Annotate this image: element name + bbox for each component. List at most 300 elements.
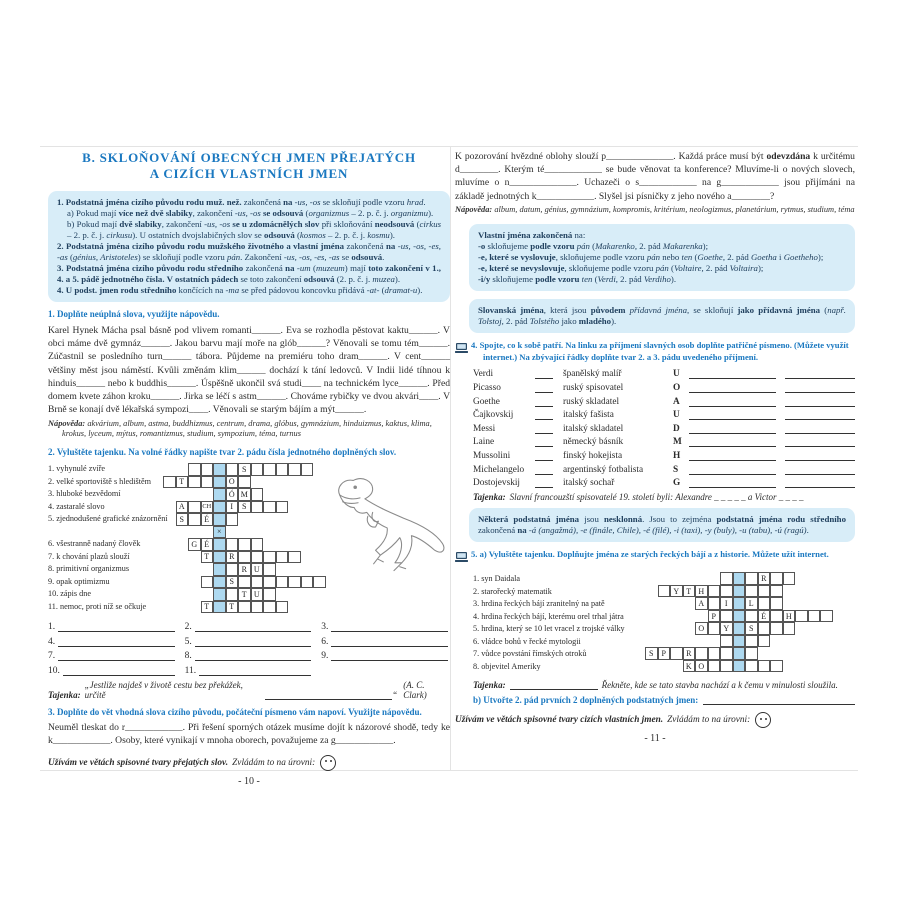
crossword-highlight-cell xyxy=(213,601,226,614)
match-blank-line xyxy=(535,424,553,434)
crossword-cell xyxy=(745,585,758,598)
grammar-rule-line: -o skloňujeme podle vzoru pán (Makarenko, 2. pád Makarenka); xyxy=(478,240,709,251)
crossword-cell: R xyxy=(683,647,696,660)
crossword-cell xyxy=(188,476,201,489)
crossword-highlight-cell xyxy=(733,597,746,610)
person-description: italský sochař xyxy=(563,478,615,489)
crossword-cell xyxy=(238,601,251,614)
case-3-blank-line xyxy=(785,410,855,420)
person-name: Mussolini xyxy=(473,450,511,461)
answer-number: 8. xyxy=(184,651,192,662)
crossword-clue: 6. vládce bohů v řecké mytologii xyxy=(473,636,581,646)
crossword-cell xyxy=(201,476,214,489)
answer-number: 5. xyxy=(184,636,192,647)
crossword-cell: Y xyxy=(670,585,683,598)
self-assessment-suffix: Zvládám to na úrovni: xyxy=(232,757,316,768)
crossword-cell xyxy=(745,572,758,585)
crossword-cell xyxy=(276,601,289,614)
crossword-cell xyxy=(238,576,251,589)
crossword-cell xyxy=(720,660,733,673)
crossword-cell xyxy=(188,513,201,526)
crossword-cell xyxy=(238,538,251,551)
case-3-blank-line xyxy=(785,465,855,475)
exercise-5b-heading: b) Utvořte 2. pád prvních 2 doplněných podstatných jmen: xyxy=(473,695,699,706)
crossword-cell: S xyxy=(745,622,758,635)
answer-blank-line xyxy=(331,650,448,661)
grammar-rule-line: Vlastní jména zakončená na: xyxy=(478,229,586,240)
case-3-blank-line xyxy=(785,397,855,407)
crossword-highlight-cell xyxy=(213,563,226,576)
exercise-4-heading: 4. Spojte, co k sobě patří. Na linku za příjmení slavných osob doplňte patřičné písmeno. (Můžete využít internet.) Na zbývající řádky doplňte tvar 2. a 3. pádu uvedeného příjmení. xyxy=(471,340,849,362)
self-assessment-text: Užívám ve větách spisovné tvary cizích vlastních jmen. xyxy=(455,715,664,726)
crossword-cell xyxy=(695,647,708,660)
answer-blank-line xyxy=(58,636,175,647)
crossword-cell xyxy=(263,576,276,589)
self-assessment-left xyxy=(48,755,450,771)
crossword-highlight-cell xyxy=(733,660,746,673)
answer-row xyxy=(48,650,450,661)
crossword-cell: S xyxy=(238,463,251,476)
crossword-clue: 5. zjednodušené grafické znázornění xyxy=(48,514,168,524)
crossword-cell: L xyxy=(745,597,758,610)
crossword-2-grid xyxy=(645,572,835,674)
crossword-cell xyxy=(770,585,783,598)
person-description: italský fašista xyxy=(563,410,614,421)
crossword-cell xyxy=(238,551,251,564)
crossword-clue: 8. primitivní organizmus xyxy=(48,564,130,574)
intro-fill-text: K pozorování hvězdné oblohy slouží p______________. Každá práce musí být odevzdána k určitému d________. Kterým té____________ se bude věnovat ta konference? Mluvíme-li o nových slovech, mluvíme o n______________. Uchazeči o s____________ na g____________ jsou přijímáni na základě jednotných k____________. Slyšel jsi písničky z jeho nového a________? xyxy=(455,151,855,202)
crossword-cell xyxy=(313,576,326,589)
grammar-rule-line: -e, které se nevyslovuje, skloňujeme podle vzoru pán (Voltaire, 2. pád Voltaira); xyxy=(478,263,764,274)
proper-names-box xyxy=(469,224,855,291)
case-3-blank-line xyxy=(785,478,855,488)
crossword-highlight-cell xyxy=(213,588,226,601)
match-row xyxy=(455,379,855,393)
answer-blank-line xyxy=(58,621,175,632)
answer-blank-line xyxy=(195,650,312,661)
computer-icon xyxy=(455,549,471,568)
crossword-cell: G xyxy=(188,538,201,551)
crossword-clue: 9. opak optimizmu xyxy=(48,576,110,586)
crossword-cell: U xyxy=(251,563,264,576)
case-2-blank-line xyxy=(689,383,776,393)
crossword-cell: R xyxy=(238,563,251,576)
crossword-cell: I xyxy=(226,501,239,514)
left-page xyxy=(48,150,450,787)
case-2-blank-line xyxy=(689,437,776,447)
hint-label: Nápověda: xyxy=(455,204,493,214)
case-3-blank-line xyxy=(785,424,855,434)
crossword-clue: 5. hrdina, který se 10 let vracel z trojské války xyxy=(473,624,625,634)
answer-item xyxy=(321,636,448,647)
crossword-cell: Y xyxy=(720,622,733,635)
crossword-highlight-cell xyxy=(213,538,226,551)
answer-item xyxy=(185,621,312,632)
crossword-cell xyxy=(708,585,721,598)
crossword-cell xyxy=(820,610,833,623)
crossword-cell xyxy=(263,563,276,576)
answer-letter: H xyxy=(673,450,681,461)
crossword-cell xyxy=(758,622,771,635)
answer-number: 6. xyxy=(321,636,329,647)
case-2-blank-line xyxy=(689,397,776,407)
crossword-clue: 3. hrdina řeckých bájí zranitelný na patě xyxy=(473,599,605,609)
crossword-highlight-cell xyxy=(733,647,746,660)
intro-hint xyxy=(455,205,855,216)
answer-row xyxy=(48,665,450,676)
answer-blank-line xyxy=(331,636,448,647)
crossword-cell: S xyxy=(645,647,658,660)
crossword-cell: T xyxy=(201,601,214,614)
crossword-cell: S xyxy=(176,513,189,526)
crossword-highlight-cell xyxy=(213,501,226,514)
answer-item xyxy=(48,636,175,647)
crossword-clue: 2. starořecký matematik xyxy=(473,586,552,596)
crossword-cell xyxy=(783,622,796,635)
crossword-cell: Ó xyxy=(226,488,239,501)
crossword-cell xyxy=(251,551,264,564)
crossword-cell xyxy=(770,597,783,610)
self-assessment-suffix: Zvládám to na úrovni: xyxy=(667,715,751,726)
answer-item xyxy=(185,636,312,647)
crossword-cell xyxy=(720,572,733,585)
crossword-cell xyxy=(770,572,783,585)
self-assessment-right xyxy=(455,712,855,728)
crossword-cell xyxy=(745,635,758,648)
crossword-cell xyxy=(758,660,771,673)
crossword-highlight-cell xyxy=(213,476,226,489)
tajenka-close-quote: “ xyxy=(392,689,398,700)
exercise-5-heading: 5. a) Vyluštěte tajenku. Doplňujte jména ze starých řeckých bájí a z historie. Můžete užít internet. xyxy=(471,549,829,560)
grammar-rule-line: 1. Podstatná jména cizího původu rodu muž. než. zakončená na -us, -os se skloňují podle vzoru hrad. xyxy=(57,196,426,207)
crossword-cell xyxy=(720,635,733,648)
grammar-rule-line: 4. U podst. jmen rodu středního končících na -ma se před pádovou koncovku přidává -at- (dramat-u). xyxy=(57,285,423,296)
crossword-clue: 1. vyhynulé zvíře xyxy=(48,464,106,474)
grammar-rule-line: -e, které se vyslovuje, skloňujeme podle vzoru pán nebo ten (Goethe, 2. pád Goetha i Goetheho); xyxy=(478,252,824,263)
exercise-1-text: Karel Hynek Mácha psal básně pod vlivem romanti______. Eva se rozhodla pěstovat kaktu______. V obci máme dvě gymnáz______. Jakou barvu mají moře na glób______? Věnovali se tomu tém______. Zúčastnil se posledního turn______ tábora. Půjdeme na premiéru toho dram______. V cent______ většiny měst jsou náměstí. Kvůli změnám klim______ dochází k tání ledovců. V Indii lidé tíhnou k hinduis______ nebo k buddhis______. Úspěšně ukončil svá studi____ na technickém lyce______. Před domem kvete záhon kroku______. Jirka se léčí s astm______. Chováme rybičky ve dvou akvári____. V Brně se konají dvě lékařská sympozi____. Věnovali se starým bájím a mýt______. xyxy=(48,324,450,416)
crossword-highlight-cell: × xyxy=(213,526,226,539)
crossword-cell: P xyxy=(658,647,671,660)
crossword-cell xyxy=(226,513,239,526)
crossword-cell: R xyxy=(226,551,239,564)
crossword-clue: 8. objevitel Ameriky xyxy=(473,661,541,671)
right-page xyxy=(455,150,855,744)
answer-number: 3. xyxy=(321,622,329,633)
crossword-cell: O xyxy=(695,622,708,635)
crossword-cell xyxy=(238,476,251,489)
crossword-clue: 7. vůdce povstání římských otroků xyxy=(473,649,587,659)
crossword-cell xyxy=(301,463,314,476)
clues-1-5 xyxy=(48,463,168,526)
answer-blank-line xyxy=(331,621,448,632)
person-description: italský skladatel xyxy=(563,423,624,434)
match-blank-line xyxy=(535,397,553,407)
crossword-cell xyxy=(720,610,733,623)
match-blank-line xyxy=(535,478,553,488)
person-name: Verdi xyxy=(473,369,494,380)
grammar-rule-line: 3. Podstatná jména cizího původu rodu středního zakončená na -um (muzeum) mají toto zakončení v 1., 4. a 5. pádě jednotného čísla. V ostatních pádech se toto zakončení odsouvá (2. p. č. j. muzea). xyxy=(57,262,441,285)
crossword-cell xyxy=(201,463,214,476)
crossword-cell xyxy=(670,647,683,660)
crossword-cell xyxy=(720,585,733,598)
crossword-cell xyxy=(201,576,214,589)
answer-blank-line xyxy=(199,665,311,676)
crossword-cell xyxy=(263,501,276,514)
crossword-cell: K xyxy=(683,660,696,673)
case-3-blank-line xyxy=(785,437,855,447)
crossword-cell: H xyxy=(695,585,708,598)
crossword-cell xyxy=(276,551,289,564)
crossword-highlight-cell xyxy=(213,551,226,564)
tajenka-blank-line xyxy=(510,680,598,690)
crossword-cell xyxy=(288,463,301,476)
answer-item xyxy=(48,650,175,661)
self-assessment-text: Užívám ve větách spisovné tvary přejatých slov. xyxy=(48,757,229,768)
crossword-cell xyxy=(770,610,783,623)
person-description: španělský malíř xyxy=(563,369,622,380)
crossword-cell xyxy=(708,622,721,635)
crossword-cell: A xyxy=(695,597,708,610)
crossword-cell xyxy=(251,538,264,551)
person-description: německý básník xyxy=(563,437,624,448)
crossword-cell xyxy=(745,660,758,673)
clue-gap xyxy=(48,526,168,539)
answer-item xyxy=(185,665,312,676)
crossword-cell xyxy=(251,488,264,501)
crossword-cell xyxy=(263,551,276,564)
crossword-cell xyxy=(745,647,758,660)
crossword-2-block xyxy=(455,572,855,676)
match-blank-line xyxy=(535,369,553,379)
crossword-cell xyxy=(783,572,796,585)
crossword-cell: A xyxy=(176,501,189,514)
exercise-5-header xyxy=(455,549,855,568)
crossword-clue: 6. všestranně nadaný člověk xyxy=(48,539,141,549)
crossword-highlight-cell xyxy=(213,488,226,501)
answer-number: 2. xyxy=(184,622,192,633)
person-name: Picasso xyxy=(473,382,501,393)
crossword-cell xyxy=(808,610,821,623)
answer-item xyxy=(48,665,175,676)
hint-words: album, datum, génius, gymnázium, kompromis, kritérium, neologizmus, planetárium, rytmus, studium, téma xyxy=(494,204,855,214)
crossword-clue: 4. zastaralé slovo xyxy=(48,501,105,511)
crossword-cell xyxy=(251,601,264,614)
crossword-cell xyxy=(758,635,771,648)
smiley-icon xyxy=(755,712,771,728)
crossword-cell xyxy=(251,576,264,589)
tajenka-question: Řekněte, kde se tato stavba nachází a k čemu v minulosti sloužila. xyxy=(601,680,838,691)
crossword-cell: O xyxy=(695,660,708,673)
person-description: ruský skladatel xyxy=(563,396,620,407)
crossword-cell xyxy=(276,463,289,476)
crossword-cell xyxy=(163,476,176,489)
crossword-cell xyxy=(708,597,721,610)
answer-blank-line xyxy=(63,665,175,676)
crossword-cell: H xyxy=(783,610,796,623)
person-name: Goethe xyxy=(473,396,500,407)
tajenka-line-ex4 xyxy=(455,492,855,502)
person-description: finský hokejista xyxy=(563,450,623,461)
match-row xyxy=(455,407,855,421)
crossword-cell xyxy=(276,576,289,589)
crossword-cell xyxy=(758,597,771,610)
answer-letter: D xyxy=(673,423,680,434)
match-blank-line xyxy=(535,410,553,420)
crossword-1-clues xyxy=(48,463,168,613)
answer-item xyxy=(48,621,175,632)
crossword-cell xyxy=(301,576,314,589)
answer-lines xyxy=(48,621,450,676)
exercise-3-heading: 3. Doplňte do vět vhodná slova cizího původu, počáteční písmeno vám napoví. Využijte nápovědu. xyxy=(48,706,422,717)
crossword-clue: 2. velké sportoviště s hledištěm xyxy=(48,476,152,486)
crossword-1-block xyxy=(48,463,450,617)
crossword-cell xyxy=(276,501,289,514)
dinosaur-illustration xyxy=(330,473,456,579)
page-top-edge xyxy=(40,146,858,147)
crossword-1-grid xyxy=(163,463,328,615)
answer-letter: M xyxy=(673,437,682,448)
crossword-cell xyxy=(251,463,264,476)
answer-number: 7. xyxy=(48,651,56,662)
crossword-cell: S xyxy=(238,501,251,514)
crossword-highlight-cell xyxy=(733,610,746,623)
case-2-blank-line xyxy=(689,369,776,379)
crossword-cell: T xyxy=(238,588,251,601)
crossword-cell: U xyxy=(251,588,264,601)
answer-letter: U xyxy=(673,369,680,380)
crossword-cell: S xyxy=(226,576,239,589)
blank-line xyxy=(703,694,855,705)
crossword-cell xyxy=(658,585,671,598)
match-row xyxy=(455,434,855,448)
person-name: Messi xyxy=(473,423,496,434)
crossword-highlight-cell xyxy=(733,635,746,648)
match-row xyxy=(455,393,855,407)
crossword-clue: 7. k chování plazů slouží xyxy=(48,551,130,561)
crossword-cell xyxy=(251,501,264,514)
crossword-cell xyxy=(708,647,721,660)
crossword-highlight-cell xyxy=(733,622,746,635)
exercise-1-heading: 1. Doplňte neúplná slova, využijte nápovědu. xyxy=(48,309,220,320)
case-3-blank-line xyxy=(785,369,855,379)
crossword-cell xyxy=(263,601,276,614)
answer-item xyxy=(185,650,312,661)
answer-letter: U xyxy=(673,410,680,421)
smiley-icon xyxy=(320,755,336,771)
crossword-cell: É xyxy=(201,538,214,551)
crossword-cell xyxy=(288,576,301,589)
crossword-cell xyxy=(263,463,276,476)
tajenka-line xyxy=(48,680,450,700)
crossword-highlight-cell xyxy=(213,576,226,589)
page-center-divider xyxy=(450,146,451,771)
exercise-1-hint xyxy=(48,419,450,441)
tajenka-label: Tajenka: xyxy=(473,680,506,691)
grammar-rule-line: Některá podstatná jména jsou nesklonná. Jsou to zejména podstatná jména rodu středního zakončená na -á (angažmá), -e (finále, Chile), -é (filé), -i (taxi), -y (buly), -u (tabu), -ú (ragú). xyxy=(478,514,846,536)
person-name: Čajkovskij xyxy=(473,410,514,421)
match-row xyxy=(455,366,855,380)
match-blank-line xyxy=(535,383,553,393)
crossword-cell xyxy=(770,660,783,673)
case-2-blank-line xyxy=(689,465,776,475)
exercise-5b-line xyxy=(455,694,855,705)
crossword-cell xyxy=(758,585,771,598)
person-description: argentinský fotbalista xyxy=(563,464,644,475)
answer-letter: G xyxy=(673,478,681,489)
crossword-cell: T xyxy=(683,585,696,598)
grammar-rule-line: b) Pokud mají dvě slabiky, zakončení -us, -os se u zdomácnělých slov při skloňování neodsouvá (cirkus – 2. p. č. j. cirkusu). U ostatních dvojslabičných slov se odsouvá (kosmos – 2. p. č. j. kosmu). xyxy=(67,218,442,240)
tajenka-author: (A. C. Clark) xyxy=(403,679,427,700)
match-row xyxy=(455,461,855,475)
match-row xyxy=(455,447,855,461)
crossword-highlight-cell xyxy=(733,572,746,585)
crossword-cell: CH xyxy=(201,501,214,514)
tajenka-line-ex5 xyxy=(455,680,855,690)
crossword-cell: É xyxy=(201,513,214,526)
case-2-blank-line xyxy=(689,451,776,461)
answer-row xyxy=(48,621,450,632)
answer-blank-line xyxy=(195,621,312,632)
match-blank-line xyxy=(535,451,553,461)
crossword-cell: I xyxy=(720,597,733,610)
computer-icon xyxy=(455,340,471,359)
crossword-clue: 10. zápis dne xyxy=(48,589,91,599)
indeclinable-nouns-box xyxy=(469,508,855,542)
crossword-cell xyxy=(188,463,201,476)
person-name: Laine xyxy=(473,437,495,448)
crossword-clue: 11. nemoc, proti níž se očkuje xyxy=(48,601,147,611)
answer-number: 11. xyxy=(184,665,197,676)
crossword-cell: O xyxy=(226,476,239,489)
case-3-blank-line xyxy=(785,383,855,393)
crossword-cell xyxy=(770,622,783,635)
crossword-highlight-cell xyxy=(733,585,746,598)
tajenka-label: Tajenka: xyxy=(48,689,81,700)
answer-number: 9. xyxy=(321,651,329,662)
crossword-cell xyxy=(188,501,201,514)
tajenka-text: Slavní francouzští spisovatelé 19. století byli: Alexandre _ _ _ _ _ a Victor _ _ _ _ xyxy=(509,492,804,503)
crossword-cell: M xyxy=(238,488,251,501)
page-title xyxy=(48,150,450,183)
page-number-left: - 10 - xyxy=(238,775,260,787)
tajenka-label: Tajenka: xyxy=(473,492,506,503)
answer-blank-line xyxy=(195,636,312,647)
matching-table xyxy=(455,366,855,488)
crossword-cell xyxy=(795,610,808,623)
crossword-cell: P xyxy=(708,610,721,623)
crossword-cell xyxy=(720,647,733,660)
grammar-rule-line: -i/y skloňujeme podle vzoru ten (Verdi, 2. pád Verdiho). xyxy=(478,274,677,285)
crossword-2-clues xyxy=(473,573,625,673)
hint-label: Nápověda: xyxy=(48,418,86,428)
answer-letter: A xyxy=(673,396,680,407)
case-2-blank-line xyxy=(689,424,776,434)
case-3-blank-line xyxy=(785,451,855,461)
answer-letter: O xyxy=(673,382,681,393)
case-2-blank-line xyxy=(689,478,776,488)
crossword-cell xyxy=(226,538,239,551)
crossword-cell xyxy=(226,463,239,476)
page-title-line2: A CIZÍCH VLASTNÍCH JMEN xyxy=(149,166,349,182)
crossword-cell xyxy=(708,660,721,673)
person-name: Michelangelo xyxy=(473,464,525,475)
answer-blank-line xyxy=(58,650,175,661)
crossword-clue: 4. hrdina řeckých bájí, kterému orel trhal játra xyxy=(473,611,624,621)
tajenka-blank-line xyxy=(265,690,392,700)
crossword-cell xyxy=(745,610,758,623)
answer-number: 1. xyxy=(48,622,56,633)
exercise-3-text: Neuměl tleskat do r____________. Při řešení sporných otázek musíme dojít k názorové shodě, tedy ke k____________. Osoby, které vynikají v mnoha oborech, považujeme za g____________. xyxy=(48,722,450,747)
